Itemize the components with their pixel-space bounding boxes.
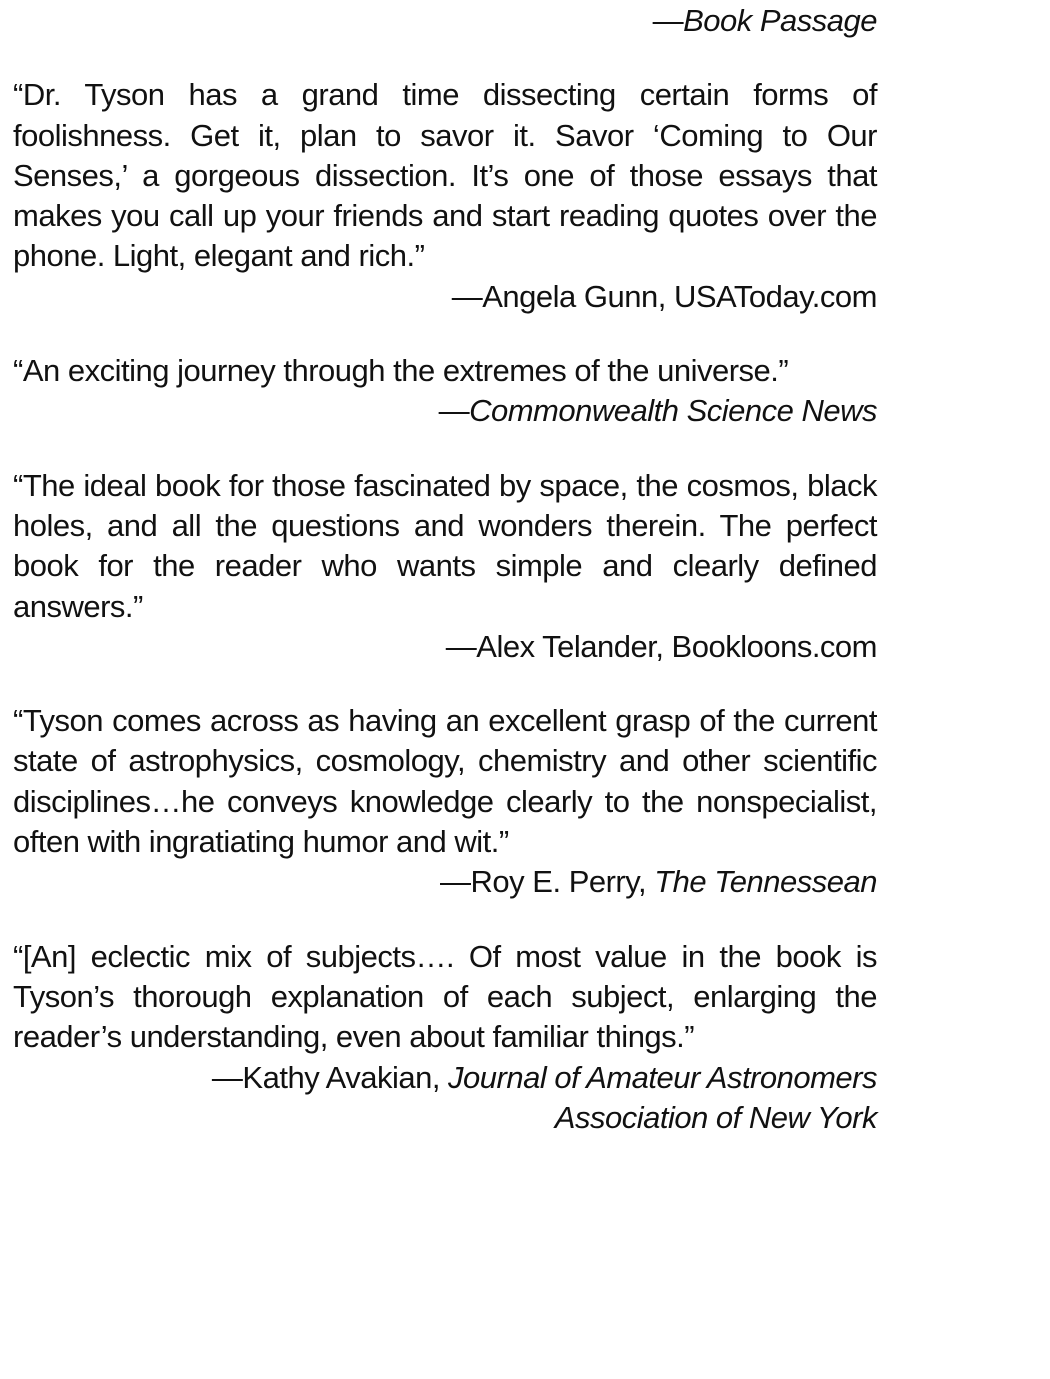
attribution-name: — [438,393,470,429]
attribution-dash: — [652,3,684,38]
attribution-name: —Angela Gunn, USAToday.com [451,278,877,314]
blurb-attribution [13,1058,877,1098]
blurb [13,75,877,317]
attribution-publication: Commonwealth Science News [469,393,877,429]
attribution-name: —Alex Telander, Bookloons.com [445,628,877,664]
blurb [13,466,877,667]
attribution-publication: The Tennessean [654,864,877,900]
blurb-page [13,0,877,1138]
top-attribution [13,1,877,41]
blurb-attribution [13,862,877,902]
blurb-attribution [13,277,877,317]
attribution-name: —Kathy Avakian, [211,1059,449,1095]
blurb-attribution [13,627,877,667]
blurb-quote: “[An] eclectic mix of subjects…. Of most value in the book is Tyson’s thorough explanation of each subject, enlarging the reader’s understanding, even about familiar things.” [13,938,877,1055]
attribution-publication: Journal of Amateur Astronomers [448,1059,877,1095]
attribution-name: —Roy E. Perry, [440,864,655,900]
attribution-publication-line2: Association of New York [554,1099,877,1135]
blurb [13,701,877,902]
blurb [13,351,877,432]
attribution-source: Book Passage [683,3,877,38]
blurb-quote: “An exciting journey through the extremes of the universe.” [13,353,789,389]
blurb-attribution-continued [13,1098,877,1138]
blurb-quote: “Dr. Tyson has a grand time dissecting certain forms of foolishness. Get it, plan to savor it. Savor ‘Coming to Our Senses,’ a gorgeous dissection. It’s one of those essays that makes you call up your friends and start reading quotes over the phone. Light, elegant and rich.” [13,77,877,274]
blurb-quote: “The ideal book for those fascinated by space, the cosmos, black holes, and all the questions and wonders therein. The perfect book for the reader who wants simple and clearly defined answers.” [13,467,877,624]
blurb [13,937,877,1138]
blurb-attribution [13,391,877,431]
blurb-quote: “Tyson comes across as having an excellent grasp of the current state of astrophysics, cosmology, chemistry and other scientific disciplines…he conveys knowledge clearly to the nonspecialist, often with ingratiating humor and wit.” [13,703,877,860]
